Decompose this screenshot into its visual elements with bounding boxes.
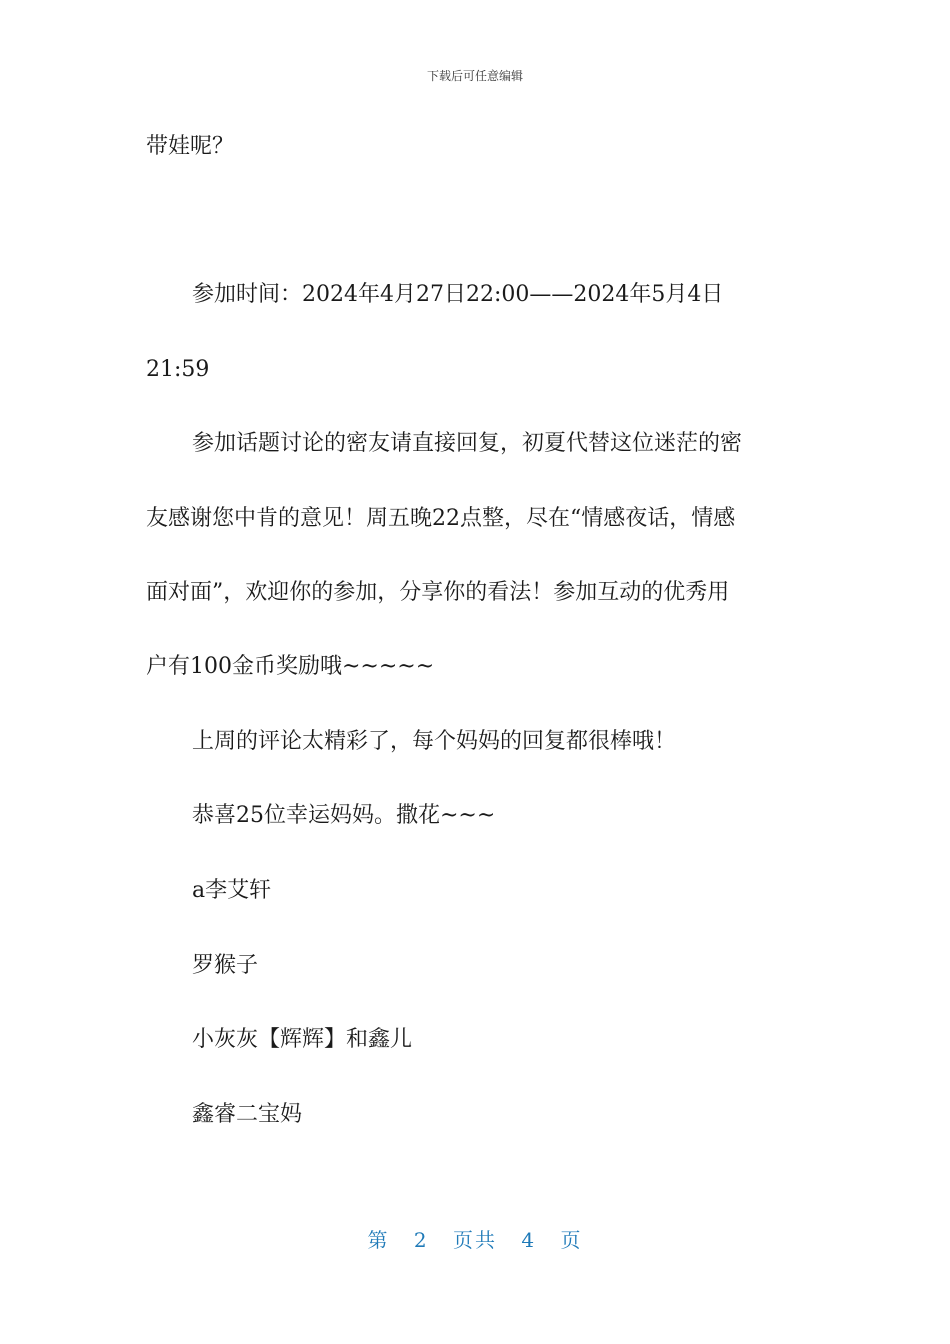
paragraph-line: 户有100金币奖励哦~~~~~ — [146, 654, 435, 679]
page-header-note: 下载后可任意编辑 — [426, 69, 523, 83]
footer-current-page: 2 — [413, 1228, 429, 1252]
winner-name: a李艾轩 — [192, 878, 272, 903]
footer-label-end: 页 — [560, 1228, 583, 1252]
paragraph-line: 21:59 — [146, 357, 210, 382]
paragraph-line: 带娃呢？ — [146, 134, 235, 159]
winner-name: 罗猴子 — [192, 953, 259, 978]
paragraph-line: 友感谢您中肯的意见！周五晚22点整，尽在“情感夜话，情感 — [146, 506, 736, 531]
footer-label-page: 第 — [367, 1228, 390, 1252]
paragraph-line: 恭喜25位幸运妈妈。撒花~~~ — [192, 803, 496, 828]
winner-name: 小灰灰【辉辉】和鑫儿 — [192, 1027, 413, 1052]
footer-label-of: 页共 — [453, 1228, 497, 1252]
footer-total-pages: 4 — [521, 1228, 537, 1252]
paragraph-line: 面对面”，欢迎你的参加，分享你的看法！参加互动的优秀用 — [146, 580, 730, 605]
paragraph-line: 上周的评论太精彩了，每个妈妈的回复都很棒哦！ — [192, 729, 677, 754]
winner-name: 鑫睿二宝妈 — [192, 1102, 303, 1127]
page-number-footer — [0, 1224, 950, 1253]
paragraph-line: 参加时间：2024年4月27日22:00——2024年5月4日 — [192, 282, 724, 307]
paragraph-line: 参加话题讨论的密友请直接回复，初夏代替这位迷茫的密 — [192, 431, 743, 456]
